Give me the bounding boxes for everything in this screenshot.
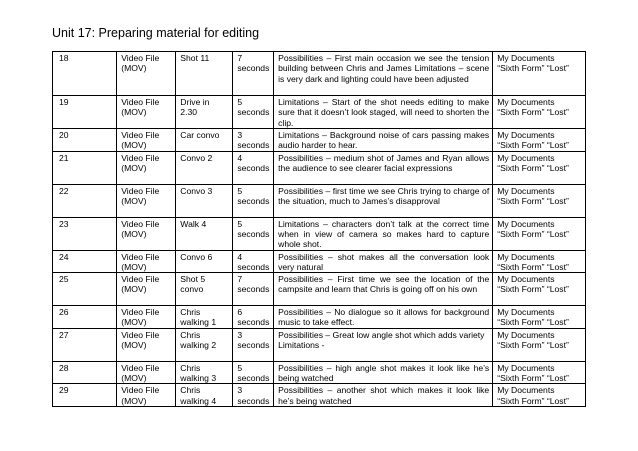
- duration-cell: [233, 384, 274, 407]
- notes-cell: Possibilities – No dialogue so it allows for background music to take effect.: [274, 306, 493, 329]
- file-type-cell: [117, 151, 176, 184]
- cell-line: “Sixth Form” “Lost”: [497, 140, 569, 151]
- cell-line: Video File: [121, 53, 160, 63]
- cell-line: 6: [237, 307, 243, 318]
- file-type-cell: [117, 306, 176, 329]
- cell-line: (MOV): [121, 162, 147, 173]
- cell-line: walking 4: [180, 395, 217, 406]
- table-row: [53, 151, 586, 184]
- table-row: [53, 328, 586, 361]
- cell-line: Shot 5: [180, 274, 206, 285]
- footage-log-table: [52, 51, 586, 407]
- shot-name-cell: [176, 96, 233, 129]
- table-row: [53, 250, 586, 273]
- cell-line: 3: [237, 130, 243, 140]
- cell-line: Video File: [121, 218, 160, 229]
- clip-number-cell: 26: [53, 306, 117, 329]
- file-location-cell: [493, 217, 586, 250]
- cell-line: “Sixth Form” “Lost”: [497, 63, 569, 74]
- file-type-cell: [117, 361, 176, 384]
- cell-line: 7: [237, 274, 243, 285]
- cell-line: My Documents: [497, 53, 555, 63]
- file-type-cell: [117, 250, 176, 273]
- clip-number-cell: 19: [53, 96, 117, 129]
- clip-number-cell: 18: [53, 52, 117, 96]
- shot-name-cell: [176, 217, 233, 250]
- cell-line: Shot 11: [180, 53, 210, 63]
- clip-number-cell: 29: [53, 384, 117, 407]
- cell-line: 5: [237, 218, 243, 229]
- clip-number-cell: 20: [53, 129, 117, 152]
- duration-cell: [233, 129, 274, 152]
- shot-name-cell: [176, 361, 233, 384]
- cell-line: “Sixth Form” “Lost”: [497, 162, 569, 173]
- table-row: [53, 384, 586, 407]
- table-row: [53, 129, 586, 152]
- duration-cell: [233, 151, 274, 184]
- cell-line: seconds: [237, 395, 270, 406]
- cell-line: My Documents: [497, 362, 555, 373]
- cell-line: Video File: [121, 251, 160, 262]
- file-location-cell: [493, 250, 586, 273]
- file-type-cell: [117, 328, 176, 361]
- file-type-cell: [117, 184, 176, 217]
- cell-line: Video File: [121, 152, 160, 163]
- cell-line: My Documents: [497, 185, 555, 196]
- footage-log-body: [53, 52, 586, 407]
- duration-cell: [233, 217, 274, 250]
- cell-line: “Sixth Form” “Lost”: [497, 107, 569, 118]
- shot-name-cell: [176, 129, 233, 152]
- cell-line: seconds: [237, 63, 270, 74]
- cell-line: Chris: [180, 362, 201, 373]
- cell-line: Convo 3: [180, 185, 213, 196]
- table-row: [53, 306, 586, 329]
- cell-line: “Sixth Form” “Lost”: [497, 340, 569, 351]
- duration-cell: [233, 361, 274, 384]
- cell-line: (MOV): [121, 373, 147, 384]
- cell-line: (MOV): [121, 195, 147, 206]
- cell-line: Walk 4: [180, 218, 207, 229]
- cell-line: 3: [237, 385, 243, 396]
- cell-line: 3: [237, 329, 243, 340]
- notes-cell: Possibilities – shot makes all the conversation look very natural: [274, 250, 493, 273]
- cell-line: “Sixth Form” “Lost”: [497, 395, 569, 406]
- cell-line: Video File: [121, 185, 160, 196]
- file-type-cell: [117, 52, 176, 96]
- cell-line: 5: [237, 97, 243, 107]
- cell-line: seconds: [237, 284, 270, 295]
- cell-line: seconds: [237, 195, 270, 206]
- notes-cell: Limitations – characters don’t talk at the correct time when in view of camera so makes hard to capture whole shot.: [274, 217, 493, 250]
- notes-cell: Possibilities – high angle shot makes it look like he’s being watched: [274, 361, 493, 384]
- notes-cell: Possibilities – first time we see Chris trying to charge of the situation, much to James’s disapproval: [274, 184, 493, 217]
- file-location-cell: [493, 151, 586, 184]
- cell-line: My Documents: [497, 329, 555, 340]
- file-type-cell: [117, 384, 176, 407]
- cell-line: “Sixth Form” “Lost”: [497, 195, 569, 206]
- cell-line: 4: [237, 152, 243, 163]
- cell-line: Drive in: [180, 97, 210, 107]
- duration-cell: [233, 250, 274, 273]
- cell-line: My Documents: [497, 274, 555, 285]
- cell-line: (MOV): [121, 140, 147, 151]
- cell-line: seconds: [237, 162, 270, 173]
- cell-line: seconds: [237, 373, 270, 384]
- cell-line: “Sixth Form” “Lost”: [497, 284, 569, 295]
- notes-cell: Possibilities – another shot which makes it look like he’s being watched: [274, 384, 493, 407]
- cell-line: Video File: [121, 362, 160, 373]
- cell-line: Chris: [180, 329, 201, 340]
- duration-cell: [233, 184, 274, 217]
- notes-cell: Limitations – Background noise of cars passing makes audio harder to hear.: [274, 129, 493, 152]
- shot-name-cell: [176, 250, 233, 273]
- cell-line: Video File: [121, 130, 160, 140]
- cell-line: Car convo: [180, 130, 220, 140]
- cell-line: Video File: [121, 385, 160, 396]
- file-type-cell: [117, 217, 176, 250]
- cell-line: Video File: [121, 274, 160, 285]
- cell-line: “Sixth Form” “Lost”: [497, 317, 569, 328]
- cell-line: Video File: [121, 329, 160, 340]
- clip-number-cell: 22: [53, 184, 117, 217]
- file-location-cell: [493, 328, 586, 361]
- cell-line: Convo 6: [180, 251, 213, 262]
- cell-line: “Sixth Form” “Lost”: [497, 228, 569, 239]
- table-row: [53, 52, 586, 96]
- cell-line: Chris: [180, 307, 201, 318]
- notes-cell: Limitations – Start of the shot needs editing to make sure that it doesn’t look staged, will need to shorten the clip.: [274, 96, 493, 129]
- page-title: Unit 17: Preparing material for editing: [52, 26, 260, 40]
- cell-line: My Documents: [497, 251, 555, 262]
- cell-line: (MOV): [121, 228, 147, 239]
- cell-line: seconds: [237, 107, 270, 118]
- cell-line: 5: [237, 185, 243, 196]
- shot-name-cell: [176, 384, 233, 407]
- shot-name-cell: [176, 151, 233, 184]
- cell-line: (MOV): [121, 107, 147, 118]
- duration-cell: [233, 96, 274, 129]
- clip-number-cell: 25: [53, 273, 117, 306]
- duration-cell: [233, 306, 274, 329]
- file-type-cell: [117, 96, 176, 129]
- cell-line: (MOV): [121, 284, 147, 295]
- cell-line: My Documents: [497, 218, 555, 229]
- cell-line: (MOV): [121, 261, 147, 272]
- clip-number-cell: 27: [53, 328, 117, 361]
- file-type-cell: [117, 129, 176, 152]
- cell-line: 4: [237, 251, 243, 262]
- clip-number-cell: 24: [53, 250, 117, 273]
- shot-name-cell: [176, 306, 233, 329]
- cell-line: walking 3: [180, 373, 217, 384]
- cell-line: Video File: [121, 97, 160, 107]
- cell-line: My Documents: [497, 152, 555, 163]
- cell-line: walking 2: [180, 340, 217, 351]
- notes-cell: Possibilities – First main occasion we see the tension building between Chris and James Limitations – scene is very dark and lighting could have been adjusted: [274, 52, 493, 96]
- file-location-cell: [493, 273, 586, 306]
- table-row: [53, 361, 586, 384]
- file-location-cell: [493, 306, 586, 329]
- cell-line: Chris: [180, 385, 201, 396]
- clip-number-cell: 21: [53, 151, 117, 184]
- notes-cell: Possibilities – Great low angle shot which adds variety Limitations -: [274, 328, 493, 361]
- cell-line: (MOV): [121, 395, 147, 406]
- file-location-cell: [493, 184, 586, 217]
- cell-line: My Documents: [497, 385, 555, 396]
- cell-line: seconds: [237, 317, 270, 328]
- cell-line: My Documents: [497, 97, 555, 107]
- table-row: [53, 184, 586, 217]
- table-row: [53, 217, 586, 250]
- shot-name-cell: [176, 273, 233, 306]
- shot-name-cell: [176, 184, 233, 217]
- cell-line: (MOV): [121, 340, 147, 351]
- file-location-cell: [493, 361, 586, 384]
- duration-cell: [233, 52, 274, 96]
- clip-number-cell: 23: [53, 217, 117, 250]
- cell-line: “Sixth Form” “Lost”: [497, 261, 569, 272]
- file-location-cell: [493, 129, 586, 152]
- cell-line: “Sixth Form” “Lost”: [497, 373, 569, 384]
- duration-cell: [233, 273, 274, 306]
- cell-line: (MOV): [121, 63, 147, 74]
- notes-cell: Possibilities – First time we see the location of the campsite and learn that Chris is going off on his own: [274, 273, 493, 306]
- table-row: [53, 273, 586, 306]
- notes-cell: Possibilities – medium shot of James and Ryan allows the audience to see clearer facial expressions: [274, 151, 493, 184]
- cell-line: seconds: [237, 261, 270, 272]
- file-location-cell: [493, 52, 586, 96]
- cell-line: (MOV): [121, 317, 147, 328]
- shot-name-cell: [176, 52, 233, 96]
- file-type-cell: [117, 273, 176, 306]
- file-location-cell: [493, 384, 586, 407]
- duration-cell: [233, 328, 274, 361]
- cell-line: seconds: [237, 340, 270, 351]
- cell-line: Convo 2: [180, 152, 213, 163]
- cell-line: seconds: [237, 228, 270, 239]
- table-row: [53, 96, 586, 129]
- cell-line: walking 1: [180, 317, 217, 328]
- cell-line: 5: [237, 362, 243, 373]
- cell-line: convo: [180, 284, 204, 295]
- cell-line: seconds: [237, 140, 270, 151]
- file-location-cell: [493, 96, 586, 129]
- cell-line: My Documents: [497, 130, 555, 140]
- clip-number-cell: 28: [53, 361, 117, 384]
- cell-line: Video File: [121, 307, 160, 318]
- cell-line: My Documents: [497, 307, 555, 318]
- cell-line: 7: [237, 53, 243, 63]
- shot-name-cell: [176, 328, 233, 361]
- cell-line: 2.30: [180, 107, 198, 118]
